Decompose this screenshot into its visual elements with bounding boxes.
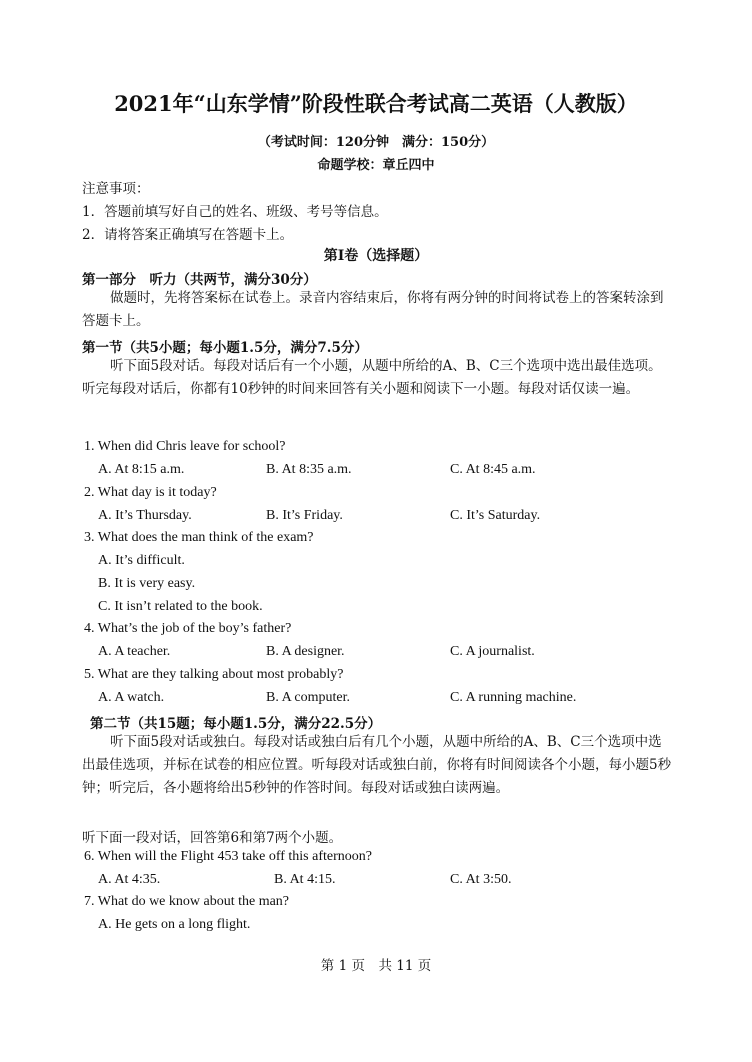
part1-intro: 做题时，先将答案标在试卷上。录音内容结束后，你将有两分钟的时间将试卷上的答案转涂到答题卡上。 [82,290,664,329]
exam-school: 命题学校：章丘四中 [317,158,435,173]
note-item-2: 2．请将答案正确填写在答题卡上。 [82,227,294,243]
question-1: 1. When did Chris leave for school? [84,439,286,454]
volume-title: 第Ⅰ卷（选择题） [323,248,429,264]
q3-option-b: B. It is very easy. [98,576,196,591]
question-4: 4. What’s the job of the boy’s father? [84,621,292,636]
part1-heading: 第一部分 听力（共两节，满分30分） [82,272,317,288]
section2-instruction: 听下面一段对话，回答第6和第7两个小题。 [82,830,343,846]
q6-option-c: C. At 3:50. [450,872,512,887]
q1-option-a: A. At 8:15 a.m. [98,462,185,477]
q5-option-b: B. A computer. [266,690,350,705]
notes-heading: 注意事项： [82,181,150,197]
exam-title: 2021年“山东学情”阶段性联合考试高二英语（人教版） [114,91,638,116]
q2-option-c: C. It’s Saturday. [450,508,541,523]
section1-heading: 第一节（共5小题；每小题1.5分，满分7.5分） [82,340,368,356]
q6-option-a: A. At 4:35. [98,872,161,887]
section1-intro: 听下面5段对话。每段对话后有一个小题，从题中所给的A、B、C三个选项中选出最佳选项。听完每段对话后，你都有10秒钟的时间来回答有关小题和阅读下一小题。每段对话仅读一遍。 [82,358,662,397]
section2-heading: 第二节（共15题；每小题1.5分，满分22.5分） [90,716,382,732]
q4-option-a: A. A teacher. [98,644,171,659]
q3-option-c: C. It isn’t related to the book. [98,599,263,614]
page-footer: 第 1 页 共 11 页 [320,958,432,974]
q4-option-b: B. A designer. [266,644,345,659]
q5-option-c: C. A running machine. [450,690,577,705]
q6-option-b: B. At 4:15. [274,872,336,887]
q4-option-c: C. A journalist. [450,644,535,659]
exam-info: （考试时间：120分钟 满分：150分） [257,135,495,150]
q1-option-c: C. At 8:45 a.m. [450,462,536,477]
q3-option-a: A. It’s difficult. [98,553,185,568]
section2-intro: 听下面5段对话或独白。每段对话或独白后有几个小题，从题中所给的A、B、C三个选项中选出最佳选项，并标在试卷的相应位置。听每段对话或独白前，你将有时间阅读各个小题，每小题5秒钟；听完后，各小题将给出5秒钟的作答时间。每段对话或独白读两遍。 [82,734,672,796]
q1-option-b: B. At 8:35 a.m. [266,462,352,477]
question-3: 3. What does the man think of the exam? [84,530,314,545]
q2-option-b: B. It’s Friday. [266,508,343,523]
question-5: 5. What are they talking about most probably? [84,667,344,682]
q2-option-a: A. It’s Thursday. [98,508,192,523]
question-2: 2. What day is it today? [84,485,217,500]
q7-option-a: A. He gets on a long flight. [98,917,251,932]
note-item-1: 1．答题前填写好自己的姓名、班级、考号等信息。 [82,204,388,220]
question-6: 6. When will the Flight 453 take off this afternoon? [84,849,372,864]
question-7: 7. What do we know about the man? [84,894,290,909]
q5-option-a: A. A watch. [98,690,165,705]
